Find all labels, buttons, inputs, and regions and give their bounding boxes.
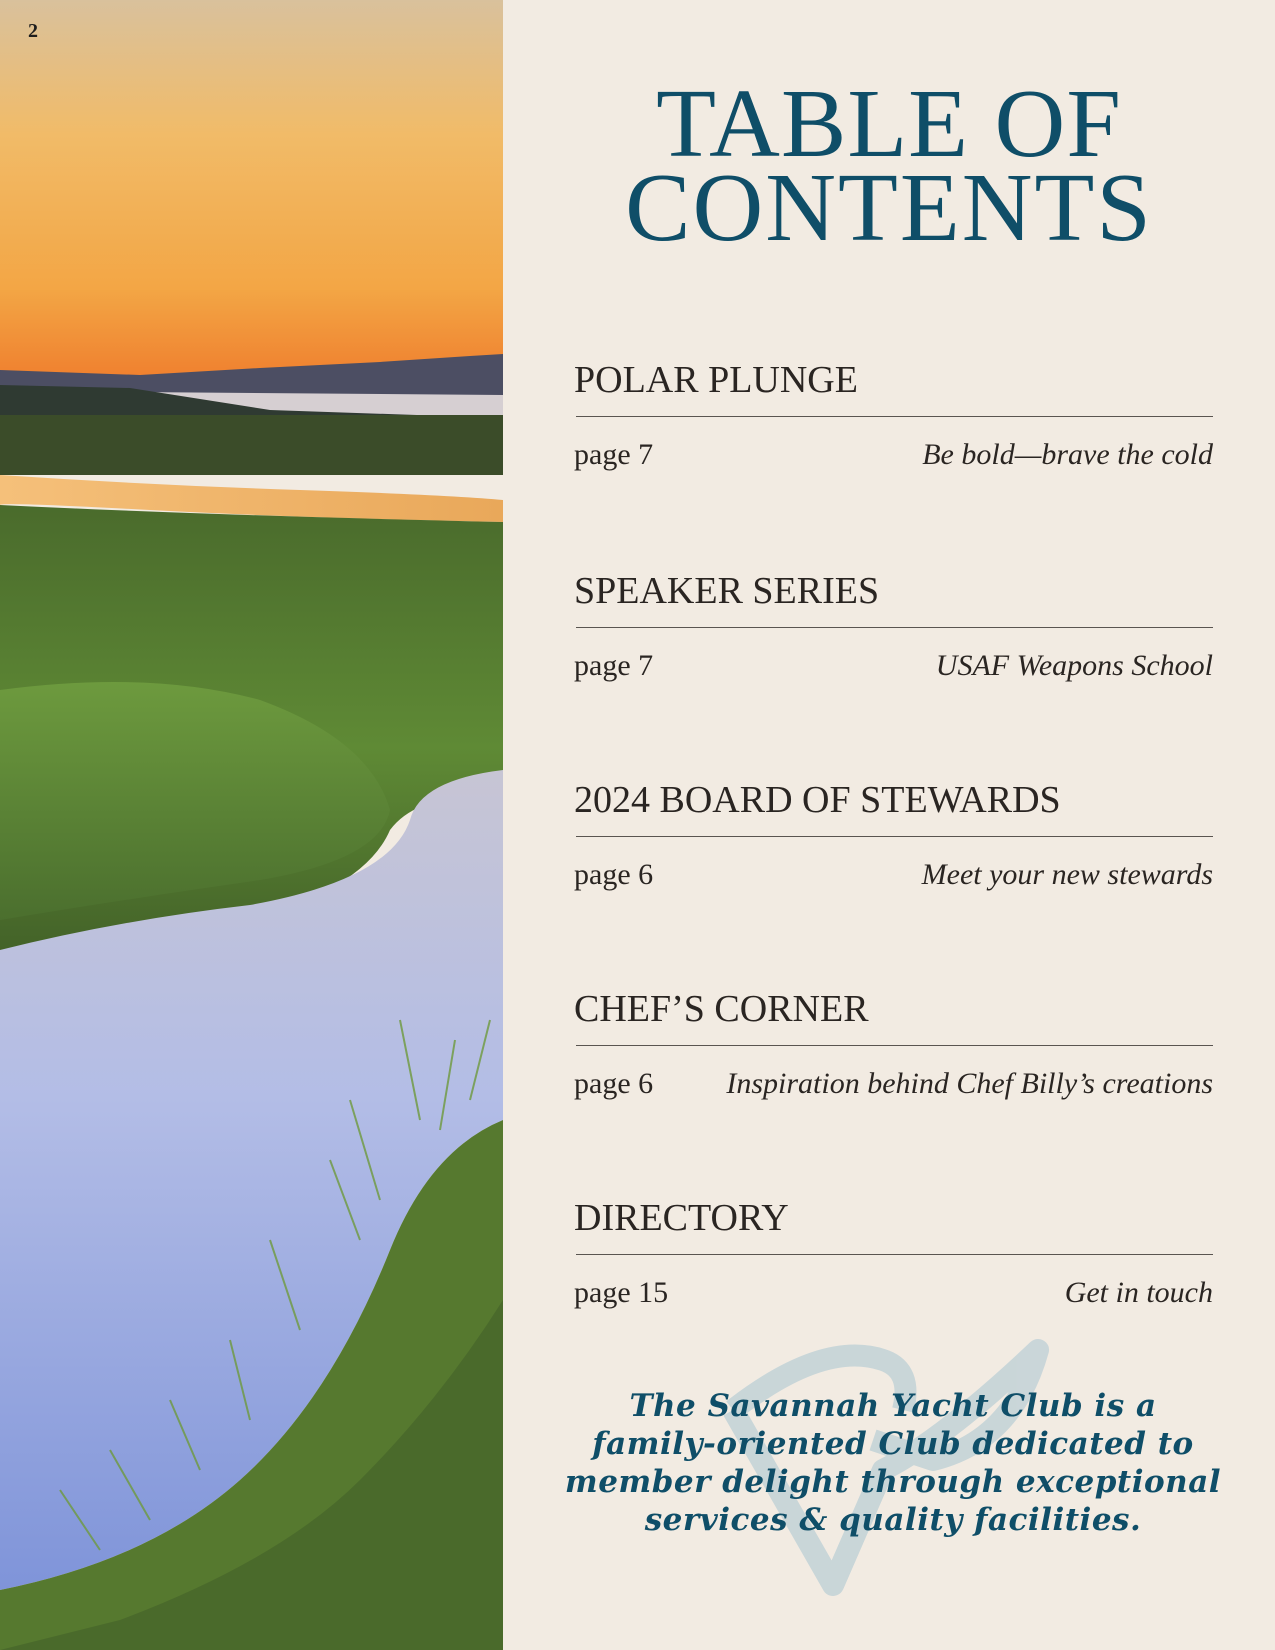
- toc-entry-page: page 7: [574, 649, 654, 682]
- page-title-line2: CONTENTS: [625, 154, 1153, 262]
- divider: [576, 1254, 1213, 1255]
- toc-entry-heading: POLAR PLUNGE: [574, 359, 858, 401]
- toc-entry[interactable]: [574, 1194, 1215, 1309]
- toc-entry[interactable]: [574, 776, 1215, 891]
- toc-entry-page: page 7: [574, 438, 654, 471]
- page-title-line1: TABLE OF: [656, 70, 1122, 178]
- toc-panel: [503, 0, 1275, 1650]
- toc-entry-page: page 15: [574, 1276, 669, 1309]
- toc-entry-heading: 2024 BOARD OF STEWARDS: [574, 779, 1061, 821]
- toc-entry-description: Get in touch: [1064, 1276, 1213, 1309]
- toc-entry[interactable]: [574, 356, 1215, 471]
- toc-entry[interactable]: [574, 567, 1215, 682]
- toc-entry-heading: DIRECTORY: [574, 1197, 789, 1239]
- mission-line: member delight through exceptional: [564, 1464, 1222, 1500]
- toc-entry-page: page 6: [574, 1067, 654, 1100]
- toc-entry-heading: CHEF’S CORNER: [574, 988, 869, 1030]
- toc-entry-description: Inspiration behind Chef Billy’s creations: [726, 1067, 1213, 1100]
- mission-line: services & quality facilities.: [644, 1502, 1142, 1538]
- page-number: 2: [28, 20, 38, 42]
- toc-entry-page: page 6: [574, 858, 654, 891]
- divider: [576, 836, 1213, 837]
- toc-entry-description: Meet your new stewards: [921, 858, 1213, 891]
- page-title: [503, 70, 1275, 262]
- divider: [576, 1045, 1213, 1046]
- toc-entry-heading: SPEAKER SERIES: [574, 570, 880, 612]
- toc-entry-description: USAF Weapons School: [935, 649, 1213, 682]
- divider: [576, 627, 1213, 628]
- mission-line: The Savannah Yacht Club is a: [629, 1388, 1157, 1424]
- mission-line: family-oriented Club dedicated to: [592, 1426, 1194, 1462]
- divider: [576, 416, 1213, 417]
- mission-statement: [543, 1387, 1243, 1539]
- toc-entry[interactable]: [574, 985, 1215, 1100]
- marsh-sunset-photo: [0, 0, 503, 1650]
- toc-entry-description: Be bold—brave the cold: [922, 438, 1213, 471]
